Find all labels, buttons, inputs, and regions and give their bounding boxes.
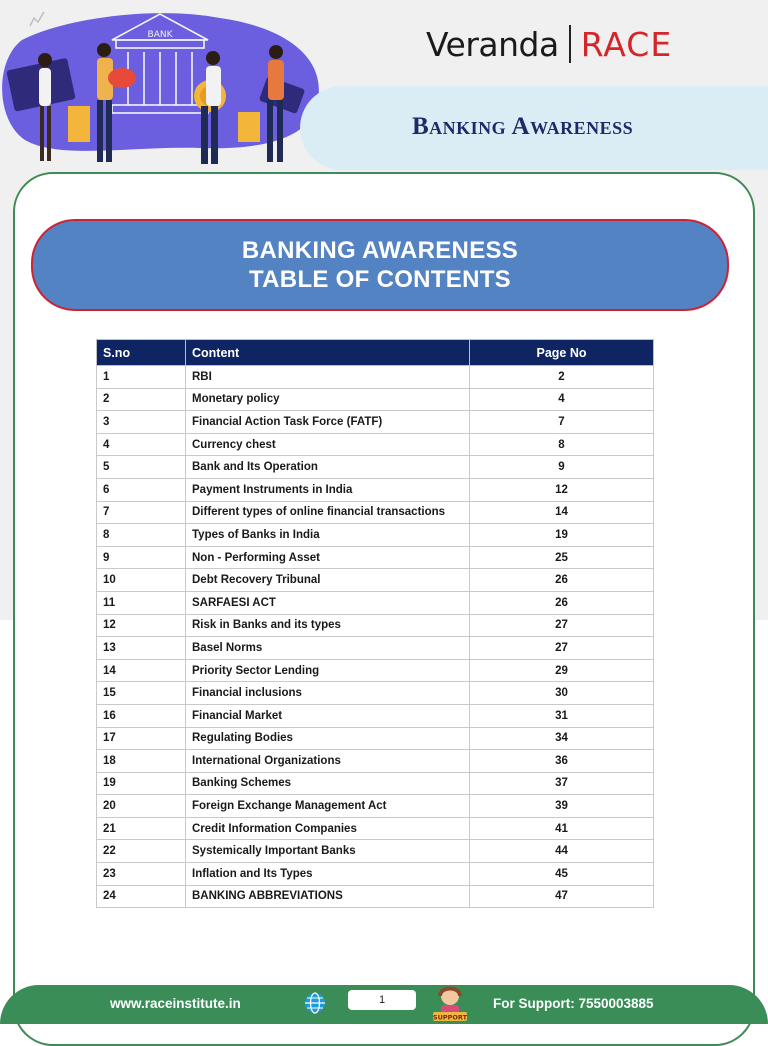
row-sno: 24 [97, 885, 186, 908]
row-content: Financial Market [186, 704, 470, 727]
table-row[interactable] [97, 840, 654, 863]
row-sno: 20 [97, 795, 186, 818]
table-row[interactable] [97, 456, 654, 479]
row-content: SARFAESI ACT [186, 591, 470, 614]
row-sno: 4 [97, 433, 186, 456]
table-row[interactable] [97, 750, 654, 773]
table-row[interactable] [97, 614, 654, 637]
row-sno: 18 [97, 750, 186, 773]
toc-banner-line-2: TABLE OF CONTENTS [249, 266, 511, 293]
table-row[interactable] [97, 433, 654, 456]
toc-table [96, 339, 654, 908]
table-row[interactable] [97, 411, 654, 434]
row-sno: 14 [97, 659, 186, 682]
row-page: 27 [470, 614, 654, 637]
table-row[interactable] [97, 478, 654, 501]
row-page: 26 [470, 569, 654, 592]
svg-text:SUPPORT: SUPPORT [432, 1013, 468, 1022]
row-page: 47 [470, 885, 654, 908]
website-link[interactable]: www.raceinstitute.in [110, 996, 241, 1011]
row-content: Basel Norms [186, 637, 470, 660]
row-content: Currency chest [186, 433, 470, 456]
row-page: 7 [470, 411, 654, 434]
toc-header-row [97, 340, 654, 366]
row-page: 36 [470, 750, 654, 773]
row-page: 29 [470, 659, 654, 682]
row-page: 8 [470, 433, 654, 456]
row-sno: 13 [97, 637, 186, 660]
row-sno: 8 [97, 524, 186, 547]
globe-icon [303, 991, 327, 1015]
row-content: Credit Information Companies [186, 817, 470, 840]
table-row[interactable] [97, 569, 654, 592]
toc-banner-line-1: BANKING AWARENESS [241, 237, 519, 264]
row-sno: 12 [97, 614, 186, 637]
header-page-no: Page No [470, 340, 654, 366]
table-row[interactable] [97, 727, 654, 750]
row-page: 44 [470, 840, 654, 863]
support-phone[interactable]: For Support: 7550003885 [493, 996, 654, 1011]
bank-sign-label: BANK [147, 30, 173, 40]
row-content: Payment Instruments in India [186, 478, 470, 501]
row-page: 9 [470, 456, 654, 479]
row-page: 26 [470, 591, 654, 614]
row-page: 12 [470, 478, 654, 501]
table-row[interactable] [97, 501, 654, 524]
table-row[interactable] [97, 863, 654, 886]
row-sno: 16 [97, 704, 186, 727]
row-content: Bank and Its Operation [186, 456, 470, 479]
bank-illustration [0, 0, 330, 175]
row-page: 2 [470, 366, 654, 389]
row-sno: 22 [97, 840, 186, 863]
row-content: Inflation and Its Types [186, 863, 470, 886]
row-sno: 15 [97, 682, 186, 705]
table-row[interactable] [97, 366, 654, 389]
row-sno: 2 [97, 388, 186, 411]
row-content: Financial Action Task Force (FATF) [186, 411, 470, 434]
table-row[interactable] [97, 591, 654, 614]
row-sno: 17 [97, 727, 186, 750]
row-page: 25 [470, 546, 654, 569]
row-content: RBI [186, 366, 470, 389]
header-content: Content [186, 340, 470, 366]
row-sno: 21 [97, 817, 186, 840]
table-row[interactable] [97, 659, 654, 682]
row-sno: 10 [97, 569, 186, 592]
row-content: Regulating Bodies [186, 727, 470, 750]
logo-divider [569, 25, 571, 63]
row-sno: 6 [97, 478, 186, 501]
row-sno: 23 [97, 863, 186, 886]
table-row[interactable] [97, 524, 654, 547]
page-title: Banking Awareness [412, 113, 634, 140]
row-page: 41 [470, 817, 654, 840]
row-page: 27 [470, 637, 654, 660]
row-page: 34 [470, 727, 654, 750]
row-content: Priority Sector Lending [186, 659, 470, 682]
table-row[interactable] [97, 388, 654, 411]
row-page: 37 [470, 772, 654, 795]
table-row[interactable] [97, 885, 654, 908]
support-agent-icon [429, 982, 471, 1022]
veranda-wordmark: Veranda [426, 24, 559, 64]
table-row[interactable] [97, 546, 654, 569]
row-content: Debt Recovery Tribunal [186, 569, 470, 592]
toc-banner [31, 219, 729, 311]
row-content: Foreign Exchange Management Act [186, 795, 470, 818]
row-content: Risk in Banks and its types [186, 614, 470, 637]
row-content: Monetary policy [186, 388, 470, 411]
row-sno: 1 [97, 366, 186, 389]
row-content: Banking Schemes [186, 772, 470, 795]
row-content: Non - Performing Asset [186, 546, 470, 569]
row-page: 45 [470, 863, 654, 886]
table-row[interactable] [97, 772, 654, 795]
row-content: BANKING ABBREVIATIONS [186, 885, 470, 908]
row-content: Financial inclusions [186, 682, 470, 705]
page-number: 1 [348, 990, 416, 1010]
row-page: 39 [470, 795, 654, 818]
table-row[interactable] [97, 637, 654, 660]
row-page: 30 [470, 682, 654, 705]
table-row[interactable] [97, 795, 654, 818]
row-page: 31 [470, 704, 654, 727]
row-content: Systemically Important Banks [186, 840, 470, 863]
row-page: 4 [470, 388, 654, 411]
row-page: 19 [470, 524, 654, 547]
row-content: Different types of online financial transactions [186, 501, 470, 524]
row-content: International Organizations [186, 750, 470, 773]
row-sno: 3 [97, 411, 186, 434]
race-wordmark: RACE [580, 24, 673, 64]
row-sno: 7 [97, 501, 186, 524]
row-sno: 11 [97, 591, 186, 614]
row-page: 14 [470, 501, 654, 524]
header-sno: S.no [97, 340, 186, 366]
row-sno: 19 [97, 772, 186, 795]
table-row[interactable] [97, 817, 654, 840]
row-content: Types of Banks in India [186, 524, 470, 547]
row-sno: 5 [97, 456, 186, 479]
table-row[interactable] [97, 682, 654, 705]
row-sno: 9 [97, 546, 186, 569]
table-row[interactable] [97, 704, 654, 727]
brand-logo [426, 22, 672, 66]
